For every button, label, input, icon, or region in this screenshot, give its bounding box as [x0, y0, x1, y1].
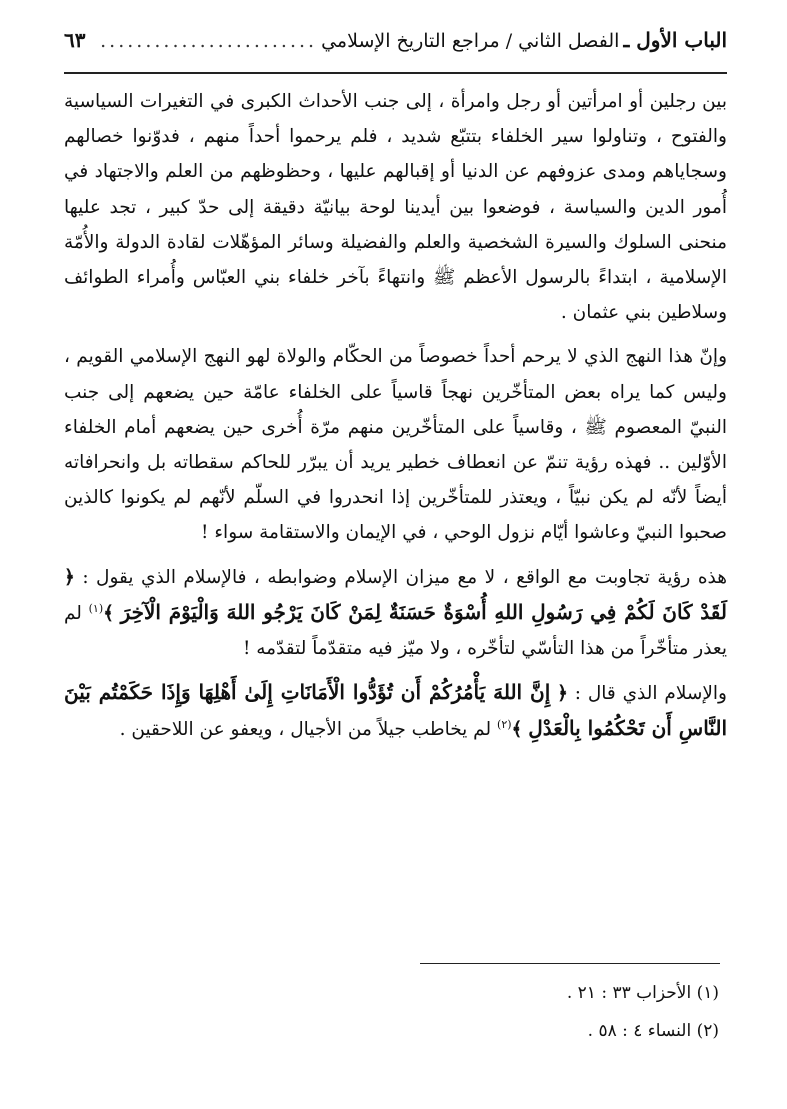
footnote-divider: [420, 963, 720, 964]
header-leader-dots: ........................: [100, 30, 318, 52]
quran-verse-2: إِنَّ اللهَ يَأْمُرُكُمْ أَن تُؤَدُّوا الْأَمَانَاتِ إِلَىٰ أَهْلِهَا وَإِذَا حَكَمْتُم بَيْنَ النَّاسِ أَن تَحْكُمُوا بِالْعَدْلِ: [64, 680, 727, 741]
quran-open-bracket: ﴿: [557, 683, 568, 705]
header-section: الفصل الثاني / مراجع التاريخ الإسلامي: [321, 30, 620, 52]
footnotes: [64, 974, 719, 1050]
paragraph-2: وإنّ هذا النهج الذي لا يرحم أحداً خصوصاً من الحكّام والولاة لهو النهج الإسلامي القويم ، وليس كما يراه بعض المتأخّرين نهجاً قاسياً على الخلفاء عامّة حين يضعهم إلى جنب النبيّ المعصوم ﷺ ، وقاسياً على المتأخّرين منهم مرّة أُخرى حين يضعهم أمام الخلفاء الأوّلين .. فهذه رؤية تنمّ عن انعطاف خطير يريد أن يبرّر للحاكم سقطاته بل وانحرافاته أيضاً لأنّه لم يكن نبيّاً ، ويعتذر للمتأخّرين إذا انحدروا في السلّم لأنّهم لم يكونوا كالذين صحبوا النبيّ وعاشوا أيّام نزول الوحي ، في الإيمان والاستقامة سواء !: [64, 346, 727, 544]
paragraph-4: [64, 675, 727, 747]
paragraph-1: بين رجلين أو امرأتين أو رجل وامرأة ، إلى جنب الأحداث الكبرى في التغيرات السياسية والفتوح ، وتناولوا سير الخلفاء بتتبّع شديد ، فلم يرحموا أحداً منهم ، فدوّنوا خصالهم وسجاياهم ومدى عزوفهم عن الدنيا أو إقبالهم عليها ، وحظوظهم من العلم والاجتهاد في أُمور الدين والسياسة ، فوضعوا بين أيدينا لوحة بيانيّة دقيقة إلى حدّ كبير ، تجد عليها منحنى السلوك والسيرة الشخصية والعلم والفضيلة وسائر المؤهّلات لقادة الدولة والأُمّة الإسلامية ، ابتداءً بالرسول الأعظم ﷺ وانتهاءً بآخر خلفاء بني العبّاس وأُمراء الطوائف وسلاطين بني عثمان .: [64, 91, 727, 324]
paragraph-4-intro: والإسلام الذي قال :: [574, 683, 727, 705]
quran-open-bracket: ﴿: [64, 566, 75, 588]
footnote-ref-2: (٢): [497, 718, 512, 732]
page-number: ٦٣: [64, 28, 86, 52]
paragraph-4-rest: لم يخاطب جيلاً من الأجيال ، ويعفو عن اللاحقين .: [119, 719, 492, 741]
main-text: [64, 84, 727, 748]
header-chapter: الباب الأول ـ: [623, 28, 727, 52]
header-divider: [64, 72, 727, 74]
footnote-2: (٢) النساء ٤ : ٥٨ .: [587, 1021, 719, 1041]
running-header: [64, 28, 727, 62]
paragraph-3: [64, 560, 727, 667]
paragraph-3-rest: لم يعذر متأخّراً من هذا التأسّي لتأخّره ، ولا ميّز فيه متقدّماً لتقدّمه !: [64, 602, 727, 660]
quran-close-bracket: ﴾: [103, 602, 114, 624]
quran-verse-1: لَقَدْ كَانَ لَكُمْ فِي رَسُولِ اللهِ أُسْوَةٌ حَسَنَةٌ لِمَنْ كَانَ يَرْجُو اللهَ وَالْيَوْمَ الْآخِرَ: [120, 599, 728, 624]
quran-close-bracket: ﴾: [511, 719, 523, 741]
footnote-ref-1: (١): [88, 601, 104, 615]
footnote-1: (١) الأحزاب ٣٣ : ٢١ .: [566, 983, 719, 1003]
paragraph-3-intro: هذه رؤية تجاوبت مع الواقع ، لا مع ميزان الإسلام وضوابطه ، فالإسلام الذي يقول :: [82, 566, 727, 588]
